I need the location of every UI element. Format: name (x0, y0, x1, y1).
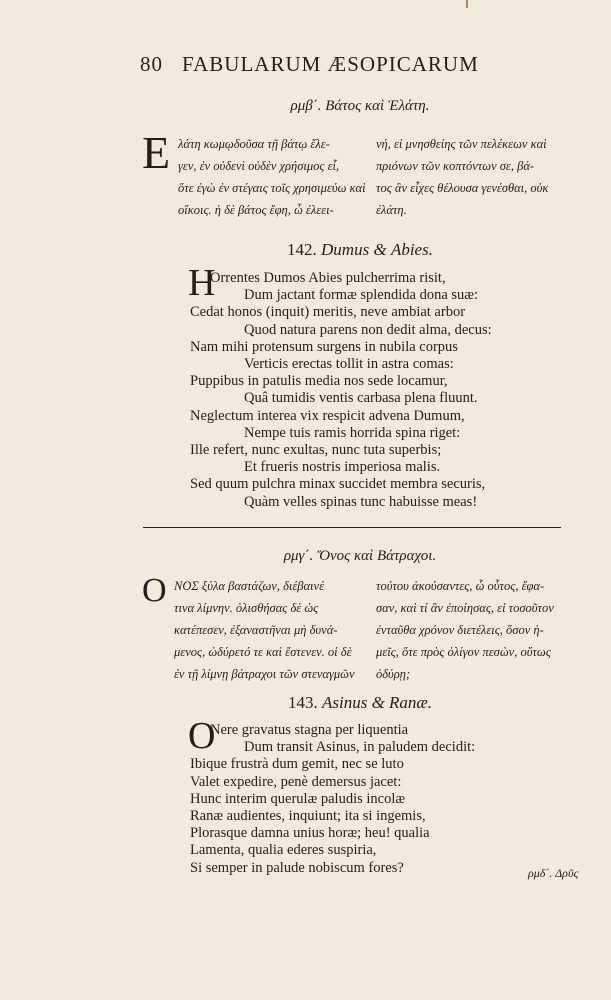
greek-line: τούτου ἀκούσαντες, ὦ οὗτος, ἔφα- (376, 579, 545, 593)
greek-line: τος ἂν εἶχες θέλουσα γενέσθαι, οὐκ (376, 181, 549, 195)
greek-line: ἐν τῇ λίμνῃ βάτραχοι τῶν στεναγμῶν (174, 667, 355, 681)
greek-title-142: ρμβ΄. Βάτος καὶ Ἐλάτη. (290, 98, 430, 114)
latin-dropcap-142: H (188, 262, 216, 304)
fable-number: 143. (287, 693, 318, 712)
fable-number: 142. (287, 240, 317, 259)
verse-line: Valet expedire, penè demersus jacet: (190, 773, 402, 790)
greek-column-left-142 (178, 133, 366, 221)
verse-line: Quod natura parens non dedit alma, decus: (244, 321, 492, 338)
title-word-b: Abies. (390, 240, 433, 259)
verse-line: Si semper in palude nobiscum fores? (190, 859, 404, 876)
title-word-a: Asinus (321, 693, 368, 712)
title-word-b: Ranæ. (389, 693, 433, 712)
verse-line: Ibique frustrà dum gemit, nec se luto (190, 756, 404, 773)
greek-dropcap-142: Ε (142, 127, 171, 178)
greek-column-right-142 (376, 133, 548, 221)
verse-line: Lamenta, qualia ederes suspiria, (190, 842, 377, 859)
greek-line: μεῖς, ὅτε πρὸς ὀλίγον πεσὼν, οὕτως (376, 645, 551, 659)
greek-column-right-143 (376, 575, 554, 685)
greek-column-left-143 (174, 575, 355, 685)
running-title: FABULARUM ÆSOPICARUM (182, 52, 479, 76)
greek-line: ἐλάτη. (376, 203, 407, 217)
page-number: 80 (140, 52, 163, 76)
greek-dropcap-143: Ο (142, 572, 167, 609)
catchword: ρμδ΄. Δρῦς (528, 866, 579, 880)
greek-title-143: ρμγ΄. Ὄνος καὶ Βάτραχοι. (283, 548, 437, 564)
greek-line: πριόνων τῶν κοπτόντων σε, βά- (376, 159, 535, 173)
greek-line: οἴκοις. ἡ δὲ βάτος ἔφη, ὦ ἐλεει- (178, 203, 334, 217)
verse-line: Plorasque damna unius horæ; heu! qualia (190, 825, 430, 842)
section-rule (143, 527, 561, 528)
verse-line: Ranæ audientes, inquiunt; ita si ingemis, (190, 808, 426, 825)
latin-title-142 (230, 240, 490, 260)
greek-line: νή, εἰ μνησθείης τῶν πελέκεων καὶ (376, 137, 547, 151)
page-speck (466, 0, 468, 8)
verse-line: Ille refert, nunc exultas, nunc tuta superbis; (190, 442, 442, 459)
verse-line: Neglectum interea vix respicit advena Dumum, (190, 407, 465, 424)
greek-line: γεν, ἐν οὐδενὶ οὐδὲν χρήσιμος εἶ, (178, 159, 340, 173)
verse-line: Nempe tuis ramis horrida spina riget: (244, 424, 461, 441)
greek-line: ὀδύρῃ; (376, 667, 411, 681)
verse-line: Orrentes Dumos Abies pulcherrima risit, (210, 270, 446, 286)
verse-line: Dum jactant formæ splendida dona suæ: (244, 287, 478, 304)
greek-line: κατέπεσεν, ἐξαναστῆναι μὴ δυνά- (174, 623, 338, 637)
greek-line: ὅτε ἐγὼ ἐν στέγαις τοῖς χρησιμεύω καὶ (178, 181, 366, 195)
verse-line: Et frueris nostris imperiosa malis. (244, 459, 441, 476)
title-ampersand: & (373, 240, 387, 259)
verse-line: Nere gravatus stagna per liquentia (210, 722, 409, 738)
latin-poem-142 (190, 270, 550, 511)
verse-line: Cedat honos (inquit) meritis, neve ambiat arbor (190, 304, 466, 321)
verse-line: Puppibus in patulis media nos sede locamur, (190, 373, 448, 390)
verse-line: Quàm velles spinas tunc habuisse meas! (244, 493, 478, 510)
latin-poem-143 (190, 722, 550, 877)
verse-line: Verticis erectas tollit in astra comas: (244, 356, 454, 373)
latin-dropcap-143: O (188, 715, 216, 757)
greek-line: λάτη κωμῳδοῦσα τῇ βάτῳ ἔλε- (178, 137, 330, 151)
verse-line: Dum transit Asinus, in paludem decidit: (244, 739, 476, 756)
greek-line: σαν, καὶ τί ἂν ἐποίησας, εἰ τοσοῦτον (376, 601, 554, 615)
greek-line: μενος, ὠδύρετό τε καὶ ἔστενεν. οἱ δὲ (174, 645, 352, 659)
greek-line: ἐνταῦθα χρόνον διετέλεις, ὅσον ἡ- (376, 623, 544, 637)
greek-line: τινα λίμνην. ὀλισθήσας δὲ ὡς (174, 601, 319, 615)
verse-line: Nam mihi protensum surgens in nubila corpus (190, 338, 458, 355)
greek-line: ΝΟΣ ξύλα βαστάζων, διέβαινέ (174, 579, 325, 593)
verse-line: Quâ tumidis ventis carbasa plena fluunt. (244, 390, 478, 407)
verse-line: Hunc interim querulæ paludis incolæ (190, 790, 406, 807)
running-head (140, 52, 560, 77)
latin-title-143 (230, 693, 490, 713)
verse-line: Sed quum pulchra minax succidet membra securis, (190, 476, 486, 493)
title-word-a: Dumus (321, 240, 370, 259)
title-ampersand: & (371, 693, 385, 712)
